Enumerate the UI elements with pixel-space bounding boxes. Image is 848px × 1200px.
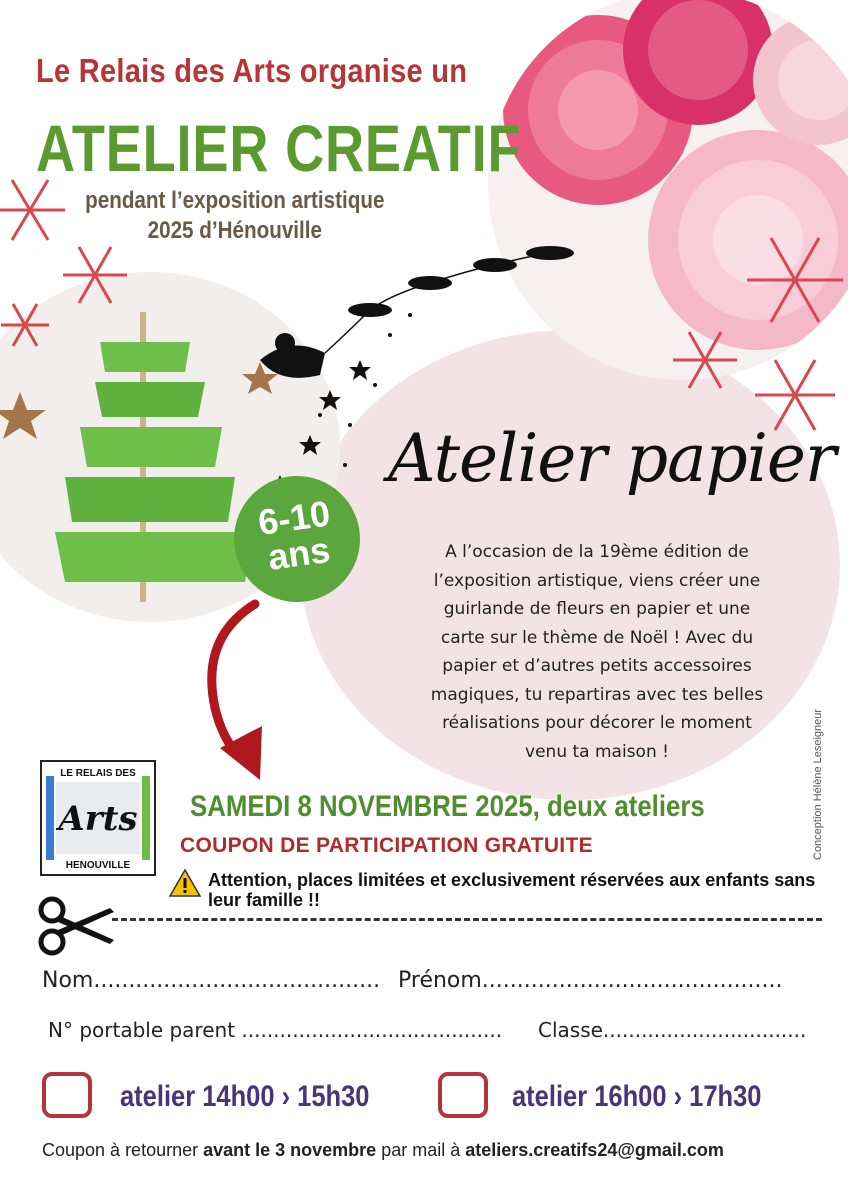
svg-text:HENOUVILLE: HENOUVILLE xyxy=(65,860,131,871)
snowflake-icon xyxy=(63,247,127,303)
description-line: guirlande de fleurs en papier et une xyxy=(443,599,751,619)
snowflake-icon xyxy=(0,180,65,240)
footer-middle: par mail à xyxy=(376,1140,466,1160)
star-decoration xyxy=(0,392,46,439)
name-field[interactable]: Nom......................................... xyxy=(42,968,381,993)
subtitle-line: 2025 d’Hénouville xyxy=(147,217,322,244)
snowflake-icon xyxy=(747,238,843,322)
warning-icon xyxy=(168,868,202,898)
organiser-line: Le Relais des Arts organise un xyxy=(36,52,468,89)
workshop-description xyxy=(388,538,806,766)
footer-deadline: avant le 3 novembre xyxy=(203,1140,377,1160)
return-instructions xyxy=(42,1140,724,1161)
page-title: ATELIER CREATIF xyxy=(36,111,522,185)
description-line: magiques, tu repartiras avec tes belles xyxy=(430,684,764,705)
snowflakes-right xyxy=(650,220,848,450)
description-line: A l’occasion de la 19ème édition de xyxy=(445,542,749,562)
attention-notice: Attention, places limitées et exclusivement réservées aux enfants sans leur famille !! xyxy=(208,870,816,910)
slot-2-checkbox[interactable] xyxy=(438,1072,488,1118)
description-line: papier et d’autres petits accessoires xyxy=(442,656,752,676)
relais-des-arts-logo xyxy=(40,760,156,876)
svg-text:Arts: Arts xyxy=(58,799,138,839)
age-range: 6-10 xyxy=(255,492,333,544)
subtitle-line: pendant l’exposition artistique xyxy=(85,187,385,214)
parent-phone-field[interactable]: N° portable parent ......................................... xyxy=(48,1018,503,1042)
footer-prefix: Coupon à retourner xyxy=(42,1140,204,1160)
description-line: réalisations pour décorer le moment xyxy=(442,713,752,733)
snowflake-icon xyxy=(1,304,49,346)
cut-line xyxy=(112,918,822,921)
event-date: SAMEDI 8 NOVEMBRE 2025, deux ateliers xyxy=(190,790,705,823)
slot-2-label: atelier 16h00 › 17h30 xyxy=(512,1080,762,1113)
design-credit: Conception Hélène Leseigneur xyxy=(812,708,824,860)
slot-1-label: atelier 14h00 › 15h30 xyxy=(120,1080,370,1113)
age-unit: ans xyxy=(265,528,333,578)
subtitle xyxy=(80,186,390,246)
arrow-down-icon xyxy=(190,598,290,788)
snowflake-icon xyxy=(673,332,737,388)
first-name-field[interactable]: Prénom........................................... xyxy=(398,968,783,993)
class-field[interactable]: Classe................................ xyxy=(538,1018,807,1042)
scissors-icon xyxy=(36,896,116,956)
workshop-heading: Atelier papier xyxy=(388,420,836,497)
svg-text:LE RELAIS DES: LE RELAIS DES xyxy=(60,768,136,779)
slot-1-checkbox[interactable] xyxy=(42,1072,92,1118)
description-line: l’exposition artistique, viens créer une xyxy=(433,570,761,591)
description-line: venu ta maison ! xyxy=(525,741,669,762)
coupon-title: COUPON DE PARTICIPATION GRATUITE xyxy=(180,834,593,857)
description-line: carte sur le thème de Noël ! Avec du xyxy=(440,627,754,648)
footer-email[interactable]: ateliers.creatifs24@gmail.com xyxy=(465,1140,724,1160)
